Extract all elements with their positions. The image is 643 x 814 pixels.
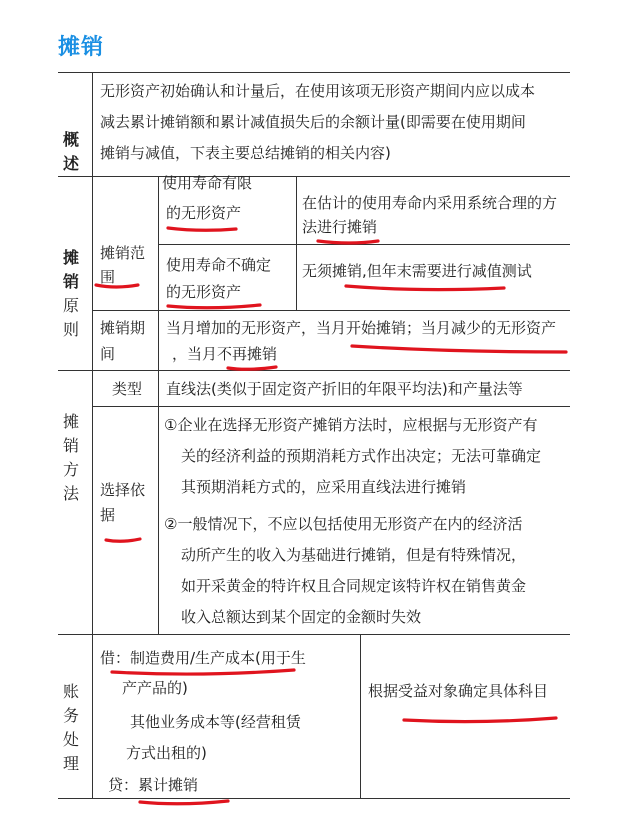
period-text-2: ，当月不再摊销 [172, 345, 278, 363]
type-text: 直线法(类似于固定资产折旧的年限平均法)和产量法等 [166, 380, 523, 398]
underline-credit [140, 801, 228, 804]
overview-label: 概 述 [62, 130, 79, 173]
period-label-2: 间 [100, 345, 116, 363]
principle-label: 摊 销 原 则 [62, 248, 79, 339]
scope-label-2: 围 [100, 268, 116, 286]
basis-line-2: 关的经济利益的预期消耗方式作出决定；无法可靠确定 [181, 447, 542, 465]
underline-note [404, 718, 556, 722]
basis-label-1: 选择依 [100, 481, 146, 499]
period-text-1: 当月增加的无形资产，当月开始摊销；当月减少的无形资产 [166, 319, 557, 337]
basis-line-5: 动所产生的收入为基础进行摊销，但是有特殊情况， [181, 546, 527, 564]
accounting-note: 根据受益对象确定具体科目 [368, 682, 549, 700]
basis-label-2: 据 [100, 506, 116, 524]
scope-label-1: 摊销范 [100, 244, 146, 262]
period-label-1: 摊销期 [100, 319, 146, 337]
entry-debit-line-2: 产产品的) [122, 679, 188, 697]
overview-line-2: 减去累计摊销额和累计减值损失后的余额计量(即需要在使用期间 [100, 113, 526, 131]
basis-line-6: 如开采黄金的特许权且合同规定该特许权在销售黄金 [181, 577, 527, 595]
underline-basis [106, 539, 140, 541]
overview-line-1: 无形资产初始确认和计量后，在使用该项无形资产期间内应以成本 [100, 82, 536, 100]
basis-line-4: ②一般情况下，不应以包括使用无形资产在内的经济活 [164, 515, 523, 533]
method-label: 摊 销 方 法 [62, 412, 79, 503]
limited-label-2: 的无形资产 [166, 204, 242, 222]
basis-line-3: 其预期消耗方式的，应采用直线法进行摊销 [181, 478, 467, 496]
entry-credit-line: 贷：累计摊销 [108, 776, 199, 794]
limited-label-1: 使用寿命有限 [162, 174, 253, 192]
overview-line-3: 摊销与减值，下表主要总结摊销的相关内容) [100, 144, 391, 162]
entry-debit-line-1: 借：制造费用/生产成本(用于生 [100, 649, 306, 667]
limited-text-1: 在估计的使用寿命内采用系统合理的方 [302, 194, 558, 212]
indefinite-text: 无须摊销,但年末需要进行减值测试 [302, 262, 532, 280]
underline-period-1 [352, 346, 566, 352]
accounting-label: 账 务 处 理 [62, 682, 79, 773]
basis-line-7: 收入总额达到某个固定的金额时失效 [181, 608, 422, 626]
entry-debit-line-4: 方式出租的) [126, 744, 207, 762]
type-label: 类型 [112, 380, 143, 398]
page-title: 摊销 [58, 35, 105, 60]
basis-line-1: ①企业在选择无形资产摊销方法时，应根据与无形资产有 [164, 416, 538, 434]
entry-debit-line-3: 其他业务成本等(经营租赁 [130, 713, 301, 731]
indefinite-label-1: 使用寿命不确定 [166, 256, 272, 274]
limited-text-2: 法进行摊销 [302, 218, 378, 236]
indefinite-label-2: 的无形资产 [166, 283, 242, 301]
